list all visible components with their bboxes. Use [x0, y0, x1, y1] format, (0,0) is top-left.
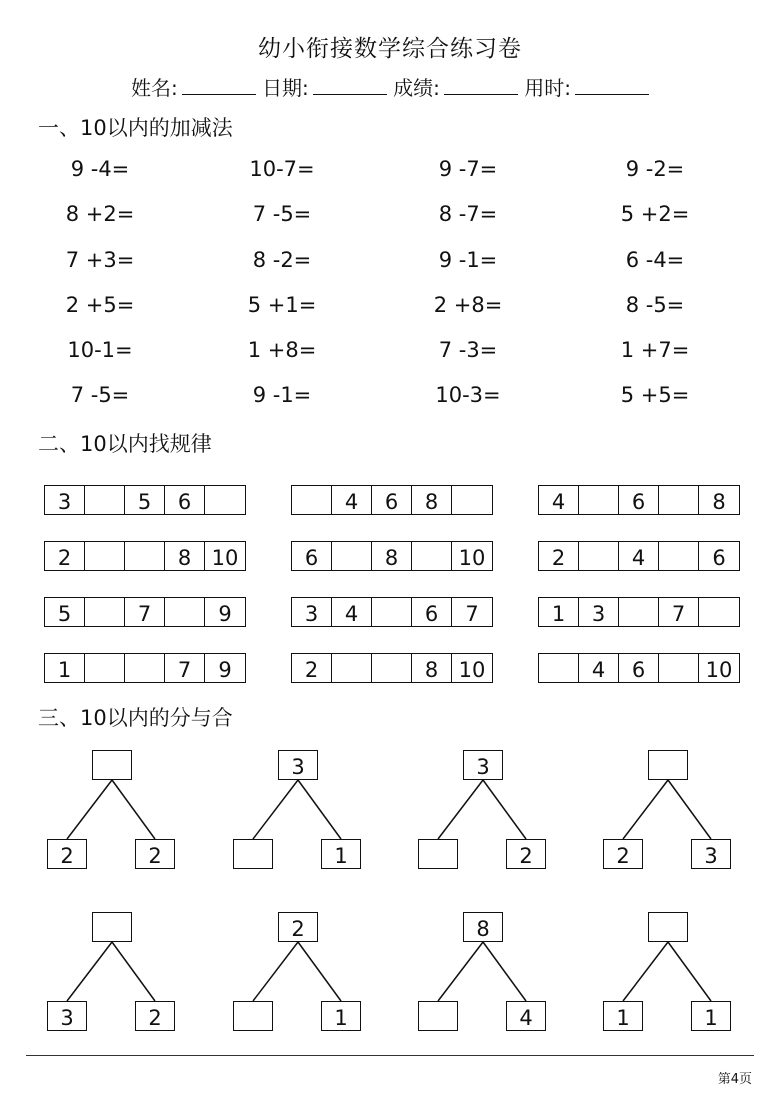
sequence-cell[interactable] — [165, 598, 205, 626]
number-bond-branch — [668, 780, 711, 839]
sequence-cell: 10 — [705, 658, 733, 682]
arithmetic-problem: 8 -2= — [252, 248, 312, 272]
number-bond — [47, 750, 177, 870]
number-bond-left-box[interactable] — [233, 839, 273, 869]
number-bond-branch — [67, 942, 112, 1001]
sequence-cell: 4 — [619, 542, 659, 570]
number-bond-branch — [668, 942, 711, 1001]
score-label: 成绩: — [393, 76, 440, 100]
sequence-row — [44, 485, 246, 515]
sequence-cell[interactable] — [85, 598, 125, 626]
sequence-cell[interactable] — [85, 542, 125, 570]
sequence-cell: 8 — [372, 542, 412, 570]
number-bond-branch — [483, 942, 526, 1001]
section-title-decomposition: 三、10以内的分与合 — [38, 706, 233, 730]
number-bond-branch — [438, 780, 483, 839]
name-label: 姓名: — [130, 76, 178, 100]
sequence-cell: 6 — [712, 546, 726, 570]
sequence-cell: 4 — [332, 486, 372, 514]
sequence-cell[interactable] — [332, 542, 372, 570]
sequence-cell[interactable] — [332, 654, 372, 682]
number-bond-top-box: 3 — [463, 750, 503, 780]
number-bond-top-box[interactable] — [648, 912, 688, 942]
arithmetic-problem: 1 +7= — [620, 338, 690, 362]
number-bond-right-box: 1 — [321, 1001, 361, 1031]
sequence-cell: 6 — [412, 598, 452, 626]
number-bond-top-box[interactable] — [92, 912, 132, 942]
arithmetic-problem: 2 +5= — [65, 293, 135, 317]
number-bond — [233, 912, 363, 1032]
page-title: 幼小衔接数学综合练习卷 — [258, 36, 522, 62]
sequence-cell[interactable] — [539, 654, 579, 682]
sequence-row — [44, 597, 246, 627]
number-bond-left-box: 1 — [603, 1001, 643, 1031]
sequence-cell: 9 — [218, 602, 232, 626]
sequence-cell: 4 — [332, 598, 372, 626]
arithmetic-problem: 10-7= — [249, 157, 315, 181]
sequence-cell[interactable] — [292, 486, 332, 514]
number-bond-right-box: 2 — [135, 839, 175, 869]
sequence-cell[interactable] — [659, 486, 699, 514]
sequence-cell[interactable] — [372, 598, 412, 626]
sequence-cell: 7 — [659, 598, 699, 626]
sequence-cell: 6 — [619, 654, 659, 682]
number-bond-branch — [67, 780, 112, 839]
arithmetic-problem: 10-1= — [67, 338, 133, 362]
sequence-cell[interactable] — [579, 486, 619, 514]
arithmetic-problem: 7 -5= — [252, 202, 312, 226]
sequence-row — [44, 541, 246, 571]
arithmetic-problem: 6 -4= — [625, 248, 685, 272]
number-bond-branch — [253, 780, 298, 839]
sequence-cell: 7 — [465, 602, 479, 626]
number-bond-left-box: 3 — [47, 1001, 87, 1031]
sequence-cell: 4 — [579, 654, 619, 682]
sequence-cell: 10 — [458, 546, 486, 570]
sequence-cell: 10 — [458, 658, 486, 682]
sequence-cell[interactable] — [125, 542, 165, 570]
arithmetic-problem: 1 +8= — [247, 338, 317, 362]
sequence-cell: 9 — [218, 658, 232, 682]
footer-divider — [26, 1055, 754, 1056]
number-bond-left-box: 2 — [603, 839, 643, 869]
number-bond-branch — [298, 780, 341, 839]
number-bond-branch — [112, 942, 155, 1001]
number-bond-right-box: 3 — [691, 839, 731, 869]
time-label: 用时: — [524, 76, 572, 100]
arithmetic-problem: 9 -2= — [625, 157, 685, 181]
sequence-cell: 6 — [292, 542, 332, 570]
sequence-cell[interactable] — [452, 486, 492, 514]
number-bond-branch — [623, 942, 668, 1001]
number-bond-right-box: 4 — [506, 1001, 546, 1031]
sequence-cell: 7 — [165, 654, 205, 682]
section-title-patterns: 二、10以内找规律 — [38, 432, 212, 456]
sequence-cell: 5 — [45, 598, 85, 626]
date-label: 日期: — [262, 76, 309, 100]
sequence-row — [538, 653, 740, 683]
sequence-row — [538, 597, 740, 627]
number-bond-branch — [483, 780, 526, 839]
sequence-row — [538, 485, 740, 515]
sequence-row — [291, 541, 493, 571]
sequence-cell: 10 — [211, 546, 239, 570]
number-bond-left-box: 2 — [47, 839, 87, 869]
time-blank[interactable] — [575, 76, 649, 95]
sequence-cell[interactable] — [205, 486, 245, 514]
number-bond-branch — [298, 942, 341, 1001]
sequence-cell: 2 — [45, 542, 85, 570]
sequence-row — [291, 485, 493, 515]
arithmetic-problem: 7 -5= — [70, 383, 130, 407]
sequence-row — [538, 541, 740, 571]
number-bond-top-box: 3 — [278, 750, 318, 780]
sequence-cell[interactable] — [125, 654, 165, 682]
sequence-cell[interactable] — [85, 654, 125, 682]
sequence-cell: 8 — [712, 490, 726, 514]
sequence-cell: 4 — [539, 486, 579, 514]
sequence-cell[interactable] — [659, 542, 699, 570]
sequence-cell[interactable] — [579, 542, 619, 570]
sequence-cell[interactable] — [85, 486, 125, 514]
number-bond — [418, 912, 548, 1032]
score-blank[interactable] — [444, 76, 518, 95]
arithmetic-problem: 8 -5= — [625, 293, 685, 317]
arithmetic-problem: 9 -1= — [438, 248, 498, 272]
number-bond-right-box: 2 — [135, 1001, 175, 1031]
sequence-cell: 8 — [165, 542, 205, 570]
arithmetic-problem: 5 +2= — [620, 202, 690, 226]
sequence-cell: 6 — [372, 486, 412, 514]
sequence-cell: 1 — [539, 598, 579, 626]
arithmetic-problem: 7 +3= — [65, 248, 135, 272]
sequence-cell: 5 — [125, 486, 165, 514]
sequence-cell[interactable] — [619, 598, 659, 626]
number-bond-branch — [438, 942, 483, 1001]
sequence-cell[interactable] — [699, 598, 739, 626]
section-title-arithmetic: 一、10以内的加减法 — [38, 116, 233, 140]
number-bond-left-box[interactable] — [418, 1001, 458, 1031]
student-info-line — [0, 72, 780, 101]
sequence-cell: 8 — [412, 486, 452, 514]
sequence-cell: 7 — [125, 598, 165, 626]
number-bond — [603, 750, 733, 870]
sequence-cell: 6 — [619, 486, 659, 514]
arithmetic-problem: 5 +5= — [620, 383, 690, 407]
number-bond-right-box: 1 — [691, 1001, 731, 1031]
arithmetic-problem: 9 -7= — [438, 157, 498, 181]
sequence-row — [44, 653, 246, 683]
sequence-cell[interactable] — [372, 654, 412, 682]
number-bond — [233, 750, 363, 870]
number-bond-top-box: 8 — [463, 912, 503, 942]
number-bond-right-box: 1 — [321, 839, 361, 869]
number-bond — [603, 912, 733, 1032]
number-bond-top-box[interactable] — [648, 750, 688, 780]
sequence-cell[interactable] — [412, 542, 452, 570]
number-bond-branch — [112, 780, 155, 839]
page-number: 第4页 — [717, 1072, 752, 1087]
number-bond-branch — [253, 942, 298, 1001]
sequence-cell: 3 — [579, 598, 619, 626]
sequence-row — [291, 653, 493, 683]
sequence-cell: 2 — [539, 542, 579, 570]
name-blank[interactable] — [182, 76, 256, 95]
number-bond-left-box[interactable] — [233, 1001, 273, 1031]
arithmetic-problem: 8 +2= — [65, 202, 135, 226]
number-bond-left-box[interactable] — [418, 839, 458, 869]
sequence-cell: 6 — [165, 486, 205, 514]
arithmetic-problem: 7 -3= — [438, 338, 498, 362]
arithmetic-problem: 8 -7= — [438, 202, 498, 226]
sequence-row — [291, 597, 493, 627]
sequence-cell: 8 — [412, 654, 452, 682]
number-bond — [47, 912, 177, 1032]
number-bond-branch — [623, 780, 668, 839]
number-bond — [418, 750, 548, 870]
number-bond-top-box[interactable] — [92, 750, 132, 780]
number-bond-right-box: 2 — [506, 839, 546, 869]
number-bond-top-box: 2 — [278, 912, 318, 942]
arithmetic-problem: 9 -1= — [252, 383, 312, 407]
date-blank[interactable] — [313, 76, 387, 95]
sequence-cell: 3 — [292, 598, 332, 626]
sequence-cell: 1 — [45, 654, 85, 682]
sequence-cell: 2 — [292, 654, 332, 682]
arithmetic-problem: 5 +1= — [247, 293, 317, 317]
sequence-cell: 3 — [45, 486, 85, 514]
arithmetic-problem: 2 +8= — [433, 293, 503, 317]
arithmetic-problem: 10-3= — [435, 383, 501, 407]
sequence-cell[interactable] — [659, 654, 699, 682]
arithmetic-problem: 9 -4= — [70, 157, 130, 181]
